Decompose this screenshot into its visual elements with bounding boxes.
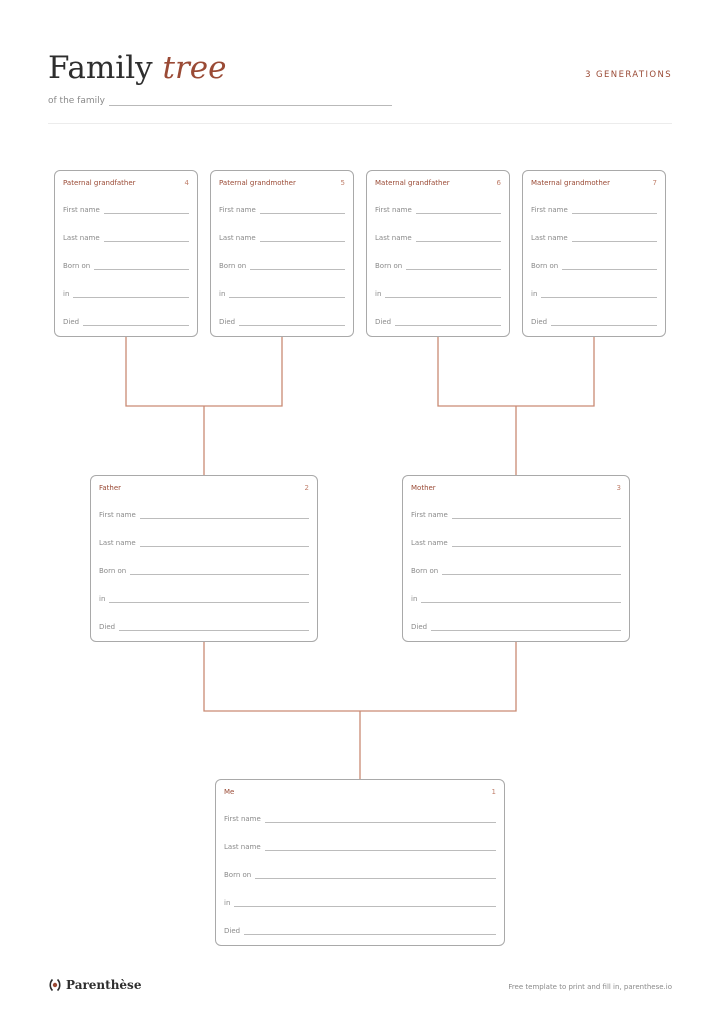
born-on-label: Born on	[224, 871, 252, 879]
born-in-field[interactable]	[219, 290, 345, 298]
first-name-field[interactable]	[99, 511, 309, 519]
first-name-blank[interactable]	[140, 512, 309, 519]
born-on-blank[interactable]	[442, 568, 621, 575]
card-role: Paternal grandmother	[219, 179, 296, 187]
born-on-field[interactable]	[411, 567, 621, 575]
died-field[interactable]	[99, 623, 309, 631]
died-blank[interactable]	[551, 319, 657, 326]
born-in-label: in	[375, 290, 382, 298]
card-role: Me	[224, 788, 235, 796]
first-name-label: First name	[99, 511, 136, 519]
died-blank[interactable]	[431, 624, 621, 631]
card-father	[90, 475, 318, 642]
connector-paternal-grandparents	[126, 337, 282, 476]
last-name-label: Last name	[411, 539, 448, 547]
first-name-blank[interactable]	[104, 207, 189, 214]
last-name-label: Last name	[219, 234, 256, 242]
born-in-label: in	[411, 595, 418, 603]
last-name-label: Last name	[375, 234, 412, 242]
card-number: 7	[652, 179, 657, 187]
last-name-blank[interactable]	[452, 540, 621, 547]
card-role: Maternal grandfather	[375, 179, 450, 187]
died-blank[interactable]	[395, 319, 501, 326]
born-in-field[interactable]	[63, 290, 189, 298]
died-blank[interactable]	[119, 624, 309, 631]
born-in-label: in	[531, 290, 538, 298]
died-blank[interactable]	[239, 319, 345, 326]
last-name-label: Last name	[531, 234, 568, 242]
died-label: Died	[531, 318, 548, 326]
born-in-label: in	[224, 899, 231, 907]
first-name-blank[interactable]	[260, 207, 345, 214]
last-name-blank[interactable]	[260, 235, 345, 242]
born-on-field[interactable]	[99, 567, 309, 575]
card-role: Father	[99, 484, 122, 492]
born-in-field[interactable]	[531, 290, 657, 298]
first-name-blank[interactable]	[452, 512, 621, 519]
born-in-blank[interactable]	[385, 291, 501, 298]
card-mother	[402, 475, 630, 642]
born-on-label: Born on	[99, 567, 127, 575]
born-in-blank[interactable]	[229, 291, 345, 298]
died-blank[interactable]	[83, 319, 189, 326]
card-maternal-grandmother	[522, 170, 666, 337]
first-name-field[interactable]	[531, 206, 657, 214]
died-blank[interactable]	[244, 928, 496, 935]
card-number: 2	[304, 484, 309, 492]
born-in-blank[interactable]	[421, 596, 621, 603]
title-main: Family	[48, 50, 153, 86]
card-number: 1	[491, 788, 496, 796]
first-name-blank[interactable]	[572, 207, 657, 214]
died-label: Died	[411, 623, 428, 631]
last-name-field[interactable]	[63, 234, 189, 242]
born-in-field[interactable]	[99, 595, 309, 603]
last-name-label: Last name	[224, 843, 261, 851]
first-name-label: First name	[411, 511, 448, 519]
first-name-field[interactable]	[219, 206, 345, 214]
born-on-blank[interactable]	[130, 568, 309, 575]
born-on-label: Born on	[219, 262, 247, 270]
first-name-label: First name	[63, 206, 100, 214]
first-name-blank[interactable]	[416, 207, 501, 214]
died-label: Died	[63, 318, 80, 326]
died-field[interactable]	[375, 318, 501, 326]
card-number: 6	[496, 179, 501, 187]
born-on-blank[interactable]	[406, 263, 501, 270]
born-in-blank[interactable]	[109, 596, 309, 603]
last-name-field[interactable]	[375, 234, 501, 242]
died-field[interactable]	[224, 927, 496, 935]
last-name-blank[interactable]	[572, 235, 657, 242]
last-name-blank[interactable]	[416, 235, 501, 242]
died-label: Died	[219, 318, 236, 326]
last-name-field[interactable]	[219, 234, 345, 242]
first-name-field[interactable]	[63, 206, 189, 214]
last-name-blank[interactable]	[265, 844, 496, 851]
card-paternal-grandmother	[210, 170, 354, 337]
card-me	[215, 779, 505, 946]
last-name-field[interactable]	[99, 539, 309, 547]
parenthese-logo-icon	[48, 978, 62, 992]
born-on-field[interactable]	[63, 262, 189, 270]
card-header	[219, 179, 345, 187]
card-number: 4	[184, 179, 189, 187]
card-number: 5	[340, 179, 345, 187]
card-role: Mother	[411, 484, 436, 492]
born-in-blank[interactable]	[73, 291, 189, 298]
born-in-field[interactable]	[411, 595, 621, 603]
generations-label: 3 GENERATIONS	[585, 70, 672, 80]
born-on-field[interactable]	[224, 871, 496, 879]
last-name-field[interactable]	[411, 539, 621, 547]
born-on-field[interactable]	[375, 262, 501, 270]
connector-maternal-grandparents	[438, 337, 594, 476]
born-on-blank[interactable]	[562, 263, 657, 270]
born-on-label: Born on	[63, 262, 91, 270]
first-name-label: First name	[375, 206, 412, 214]
card-maternal-grandfather	[366, 170, 510, 337]
last-name-field[interactable]	[224, 843, 496, 851]
last-name-label: Last name	[63, 234, 100, 242]
born-on-blank[interactable]	[94, 263, 189, 270]
card-paternal-grandfather	[54, 170, 198, 337]
card-header	[99, 484, 309, 492]
born-in-label: in	[219, 290, 226, 298]
died-label: Died	[99, 623, 116, 631]
card-header	[63, 179, 189, 187]
born-on-blank[interactable]	[250, 263, 345, 270]
last-name-field[interactable]	[531, 234, 657, 242]
last-name-blank[interactable]	[104, 235, 189, 242]
died-field[interactable]	[411, 623, 621, 631]
born-on-label: Born on	[531, 262, 559, 270]
born-in-blank[interactable]	[234, 900, 496, 907]
born-on-label: Born on	[375, 262, 403, 270]
born-on-label: Born on	[411, 567, 439, 575]
family-name-label: of the family	[48, 96, 105, 106]
card-header	[411, 484, 621, 492]
first-name-field[interactable]	[224, 815, 496, 823]
brand-name: Parenthèse	[66, 978, 142, 992]
title-accent: tree	[162, 50, 227, 86]
card-role: Paternal grandfather	[63, 179, 136, 187]
born-on-blank[interactable]	[255, 872, 496, 879]
connector-parents	[204, 641, 516, 780]
first-name-label: First name	[531, 206, 568, 214]
first-name-label: First name	[224, 815, 261, 823]
born-in-blank[interactable]	[541, 291, 657, 298]
died-field[interactable]	[219, 318, 345, 326]
last-name-blank[interactable]	[140, 540, 309, 547]
card-header	[224, 788, 496, 796]
first-name-blank[interactable]	[265, 816, 496, 823]
first-name-label: First name	[219, 206, 256, 214]
brand-logo	[48, 978, 141, 992]
card-role: Maternal grandmother	[531, 179, 610, 187]
first-name-field[interactable]	[411, 511, 621, 519]
card-header	[375, 179, 501, 187]
born-in-label: in	[63, 290, 70, 298]
born-in-field[interactable]	[224, 899, 496, 907]
card-number: 3	[616, 484, 621, 492]
died-label: Died	[375, 318, 392, 326]
card-header	[531, 179, 657, 187]
born-on-field[interactable]	[531, 262, 657, 270]
last-name-label: Last name	[99, 539, 136, 547]
born-in-field[interactable]	[375, 290, 501, 298]
footer-note: Free template to print and fill in, parenthese.io	[508, 983, 672, 991]
born-in-label: in	[99, 595, 106, 603]
first-name-field[interactable]	[375, 206, 501, 214]
died-label: Died	[224, 927, 241, 935]
died-field[interactable]	[531, 318, 657, 326]
died-field[interactable]	[63, 318, 189, 326]
born-on-field[interactable]	[219, 262, 345, 270]
